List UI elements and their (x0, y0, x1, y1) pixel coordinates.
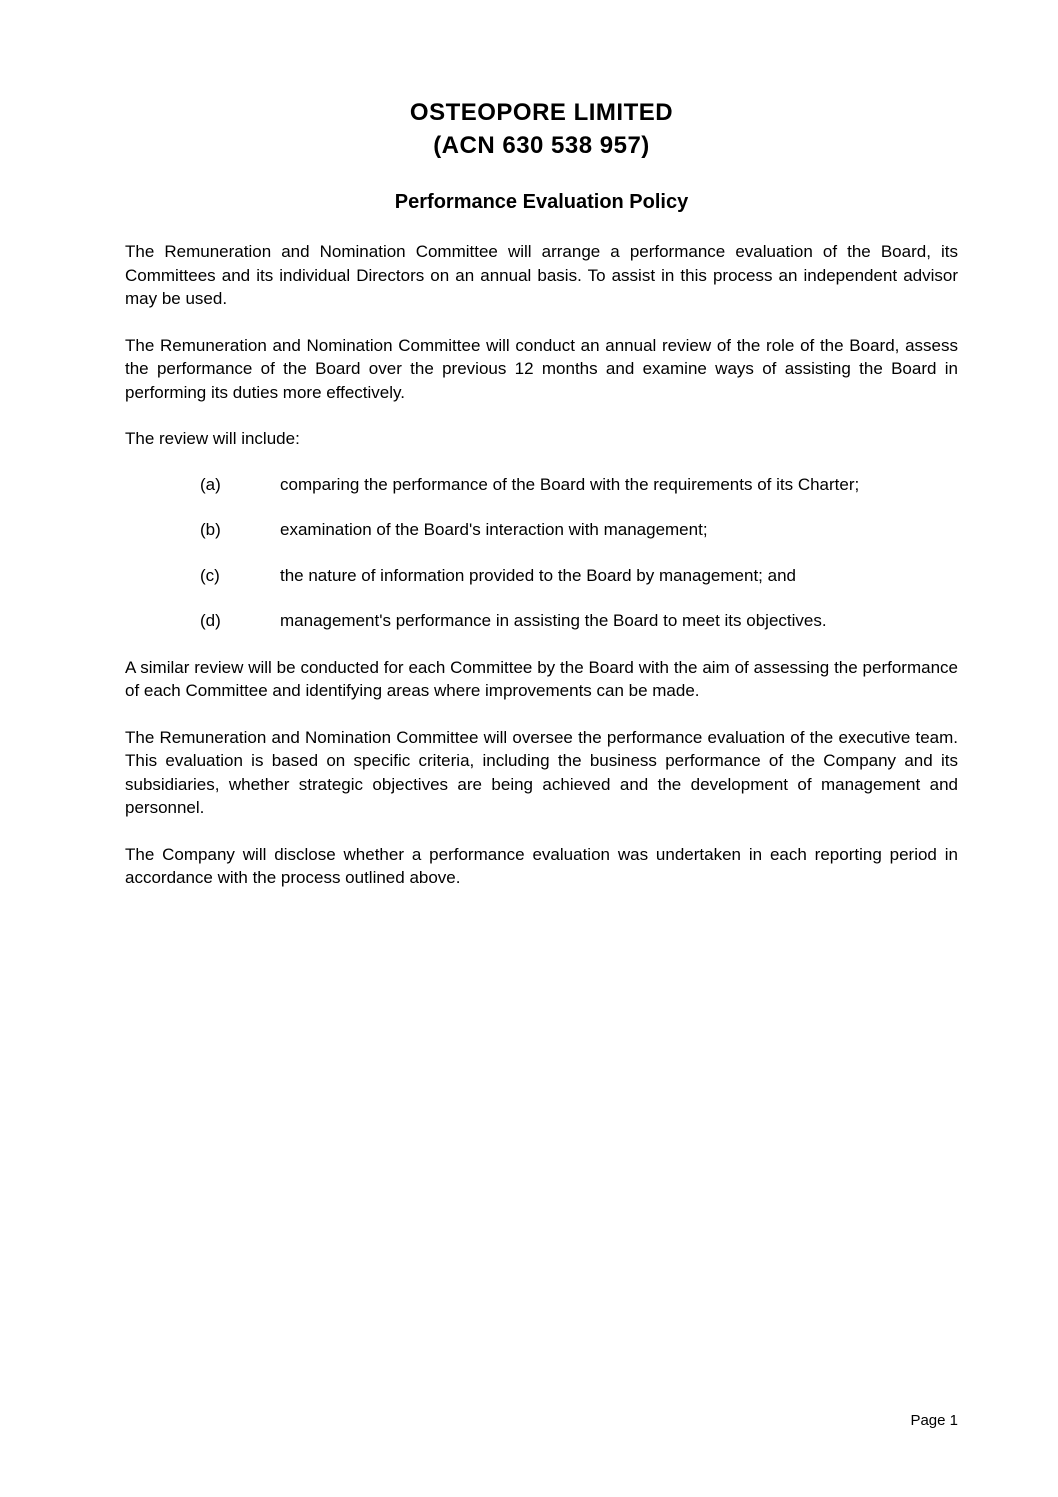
list-item-label: (a) (200, 474, 221, 494)
list-item-text: examination of the Board's interaction with management; (280, 520, 708, 539)
paragraph-annual-review: The Remuneration and Nomination Committee will conduct an annual review of the role of the Board, assess the performance of the Board over the previous 12 months and examine ways of assisting the Board in performing its duties more effectively. (125, 335, 958, 402)
list-item-text: comparing the performance of the Board with the requirements of its Charter; (280, 474, 860, 494)
policy-title: Performance Evaluation Policy (394, 191, 689, 213)
list-item-b (125, 518, 958, 542)
list-item-label: (b) (200, 520, 221, 539)
list-item-d (125, 609, 958, 633)
list-item-c (125, 564, 958, 588)
list-item-text: management's performance in assisting the Board to meet its objectives. (280, 611, 827, 630)
list-item-a (125, 473, 958, 497)
list-item-text: the nature of information provided to the Board by management; and (280, 565, 796, 585)
paragraph-executive-evaluation: The Remuneration and Nomination Committee will oversee the performance evaluation of the executive team. This evaluation is based on specific criteria, including the business performance of the Company and its subsidiaries, whether strategic objectives are being achieved and the development of management and personnel. (125, 727, 958, 817)
paragraph-intro: The Remuneration and Nomination Committee will arrange a performance evaluation of the Board, its Committees and its individual Directors on an annual basis. To assist in this process an independent advisor may be used. (125, 242, 958, 308)
paragraph-committee-review: A similar review will be conducted for each Committee by the Board with the aim of assessing the performance of each Committee and identifying areas where improvements can be made. (125, 657, 958, 700)
company-name-title: OSTEOPORE LIMITED (409, 99, 674, 126)
list-item-label: (d) (200, 611, 221, 630)
paragraph-review-will-include: The review will include: (125, 429, 300, 448)
company-acn: (ACN 630 538 957) (433, 132, 650, 159)
list-item-label: (c) (200, 565, 220, 585)
paragraph-disclosure: The Company will disclose whether a performance evaluation was undertaken in each reporting period in accordance with the process outlined above. (125, 844, 958, 887)
page-number: Page 1 (910, 1412, 958, 1429)
